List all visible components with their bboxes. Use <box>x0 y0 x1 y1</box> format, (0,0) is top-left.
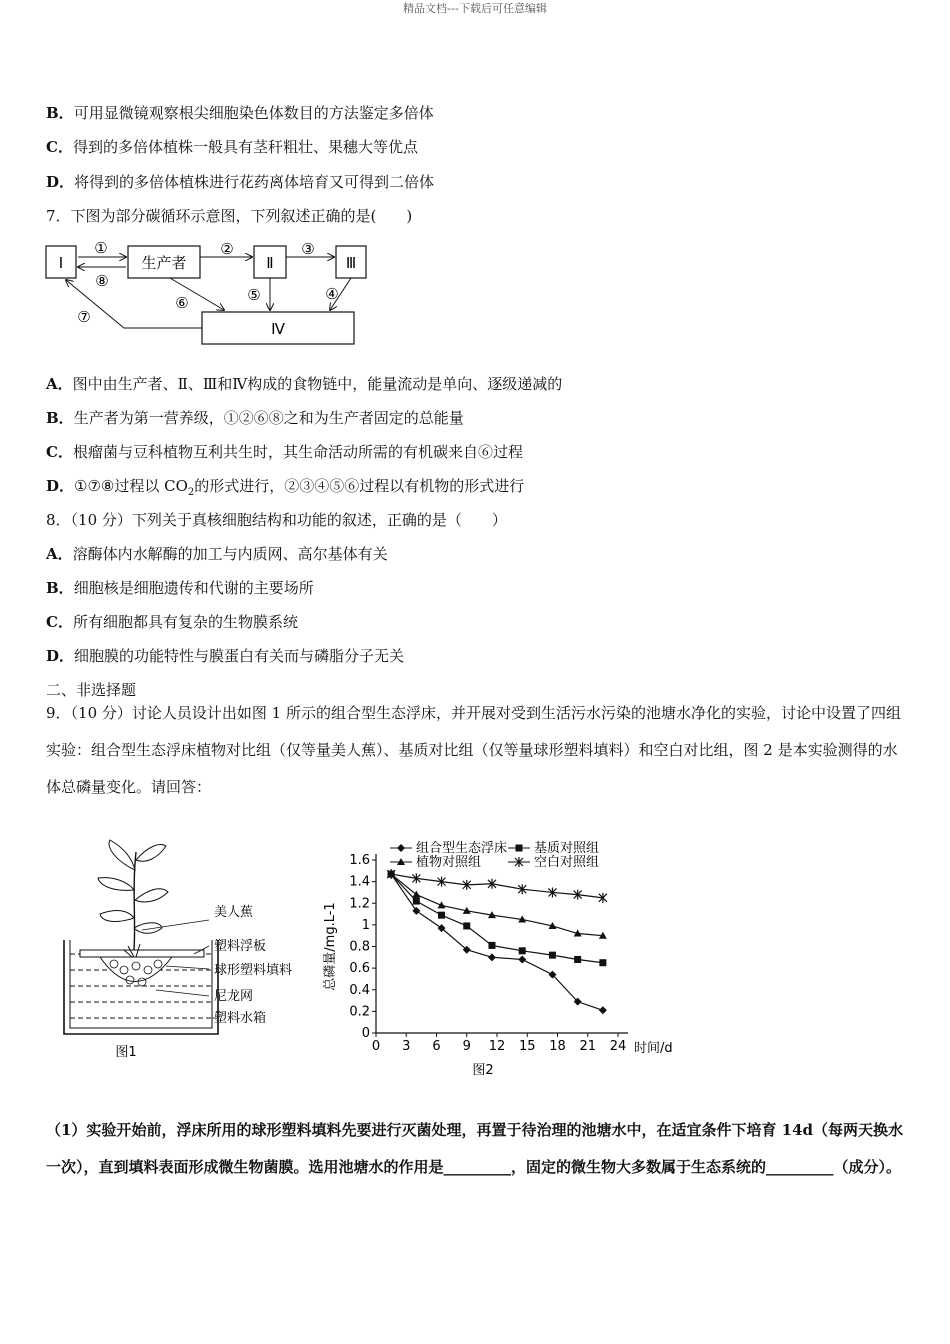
fig1-label-filler: 球形塑料填料 <box>214 963 293 978</box>
q7-option-d: D．①⑦⑧过程以 $CO_2$的形式进行，②③④⑤⑥过程以有机物的形式进行 <box>46 477 525 498</box>
box-i-label: Ⅰ <box>58 254 64 272</box>
page-header: 精品文档---下载后可任意编辑 <box>403 2 547 15</box>
y-tick-label: 0.8 <box>349 939 370 955</box>
fig1-caption: 图1 <box>115 1045 137 1060</box>
q8-option-b: B．细胞核是细胞遗传和代谢的主要场所 <box>46 579 314 597</box>
fig1-label-tank: 塑料水箱 <box>214 1011 267 1026</box>
q7-option-b: B．生产者为第一营养级，①②⑥⑧之和为生产者固定的总能量 <box>46 409 464 427</box>
arrow-4-label: ④ <box>325 285 339 303</box>
q8-stem: 8．（10 分）下列关于真核细胞结构和功能的叙述，正确的是（ ） <box>46 511 507 529</box>
x-tick-label: 9 <box>462 1039 471 1054</box>
y-tick-label: 1.2 <box>349 896 370 912</box>
figure-2-chart <box>318 836 708 1086</box>
legend-label-2: 植物对照组 <box>416 855 482 870</box>
y-tick-label: 0.6 <box>349 961 370 977</box>
legend-label-1: 基质对照组 <box>534 841 600 856</box>
series-1-point <box>438 912 445 919</box>
x-tick-label: 24 <box>609 1039 627 1054</box>
q7-option-a: A．图中由生产者、Ⅱ、Ⅲ和Ⅳ构成的食物链中，能量流动是单向、逐级递减的 <box>46 375 563 393</box>
series-1-point <box>574 956 581 963</box>
y-tick-label: 1 <box>361 917 370 933</box>
q9-text: 9．（10 分）讨论人员设计出如图 1 所示的组合型生态浮床，并开展对受到生活污水污染的池塘水净化的实验，讨论中设置了四组实验：组合型生态浮床植物对比组（仅等量美人蕉）、基质对比组（仅等量球形塑料填料）和空白对比组，图 2 是本实验测得的水体总磷量变化。请回答： <box>46 704 901 796</box>
x-tick-label: 6 <box>432 1039 441 1054</box>
series-0-point <box>599 1006 607 1014</box>
series-0-point <box>488 953 496 961</box>
fig1-label-net: 尼龙网 <box>214 989 254 1004</box>
y-tick-label: 0 <box>361 1026 370 1041</box>
x-tick-label: 18 <box>549 1039 566 1054</box>
q6-option-d: D．将得到的多倍体植株进行花药离体培育又可得到二倍体 <box>46 173 435 191</box>
y-tick-label: 0.4 <box>349 982 370 998</box>
x-tick-label: 3 <box>402 1039 411 1054</box>
q7-option-c: C．根瘤菌与豆科植物互利共生时，其生命活动所需的有机碳来自⑥过程 <box>46 443 523 461</box>
arrow-2-label: ② <box>220 240 234 258</box>
q8-option-a: A．溶酶体内水解酶的加工与内质网、高尔基体有关 <box>46 545 388 563</box>
q8-option-d: D．细胞膜的功能特性与膜蛋白有关而与磷脂分子无关 <box>46 647 405 665</box>
section-heading: 二、非选择题 <box>46 681 137 699</box>
series-1-point <box>463 922 470 929</box>
x-tick-label: 15 <box>518 1039 536 1054</box>
arrow-3-label: ③ <box>301 240 315 258</box>
figure-1 <box>44 830 314 1074</box>
series-line-3 <box>391 874 603 898</box>
arrow-6-label: ⑥ <box>175 294 189 312</box>
series-1-point <box>413 898 420 905</box>
series-2-point <box>438 901 446 908</box>
series-1-point <box>519 947 526 954</box>
q6-option-c: C．得到的多倍体植株一般具有茎秆粗壮、果穗大等优点 <box>46 138 418 156</box>
arrow-1-label: ① <box>94 239 108 257</box>
legend-label-3: 空白对照组 <box>534 855 600 870</box>
box-producer-label: 生产者 <box>141 254 187 272</box>
legend-marker-0 <box>397 844 405 852</box>
carbon-cycle-diagram <box>40 236 370 352</box>
box-ii-label: Ⅱ <box>266 254 274 272</box>
series-0-point <box>412 907 420 915</box>
series-1-point <box>488 942 495 949</box>
q9-sub1: （1）实验开始前，浮床所用的球形塑料填料先要进行灭菌处理，再置于待治理的池塘水中，在适宜条件下培育 14d（每两天换水一次），直到填料表面形成微生物菌膜。选用池塘水的作用是_________，固定的微生物大多数属于生态系统的_________（成分）。 <box>46 1121 904 1176</box>
fig1-label-float: 塑料浮板 <box>214 939 267 954</box>
x-axis-label: 时间/d <box>634 1041 673 1056</box>
box-iv-label: Ⅳ <box>271 320 285 338</box>
box-iii-label: Ⅲ <box>345 254 357 272</box>
q6-option-b: B．可用显微镜观察根尖细胞染色体数目的方法鉴定多倍体 <box>46 104 434 122</box>
y-tick-label: 0.2 <box>349 1004 370 1020</box>
x-tick-label: 12 <box>488 1039 506 1054</box>
series-1-point <box>549 952 556 959</box>
arrow-5-label: ⑤ <box>247 286 261 304</box>
series-line-1 <box>391 874 603 963</box>
q7-stem: 7．下图为部分碳循环示意图，下列叙述正确的是( ) <box>46 207 413 225</box>
y-axis-label: 总磷量/mg.L-1 <box>323 902 338 991</box>
fig1-label-canna: 美人蕉 <box>214 905 254 920</box>
fig2-caption: 图2 <box>472 1063 494 1078</box>
series-0-point <box>518 955 526 963</box>
legend-label-0: 组合型生态浮床 <box>416 841 508 856</box>
arrow-7-label: ⑦ <box>77 308 91 326</box>
x-tick-label: 21 <box>579 1039 597 1054</box>
y-tick-label: 1.6 <box>349 853 370 868</box>
legend-marker-1 <box>516 845 523 852</box>
series-1-point <box>599 959 606 966</box>
arrow-8-label: ⑧ <box>95 272 109 290</box>
y-tick-label: 1.4 <box>349 874 370 890</box>
q8-option-c: C．所有细胞都具有复杂的生物膜系统 <box>46 613 298 631</box>
x-tick-label: 0 <box>371 1039 381 1054</box>
